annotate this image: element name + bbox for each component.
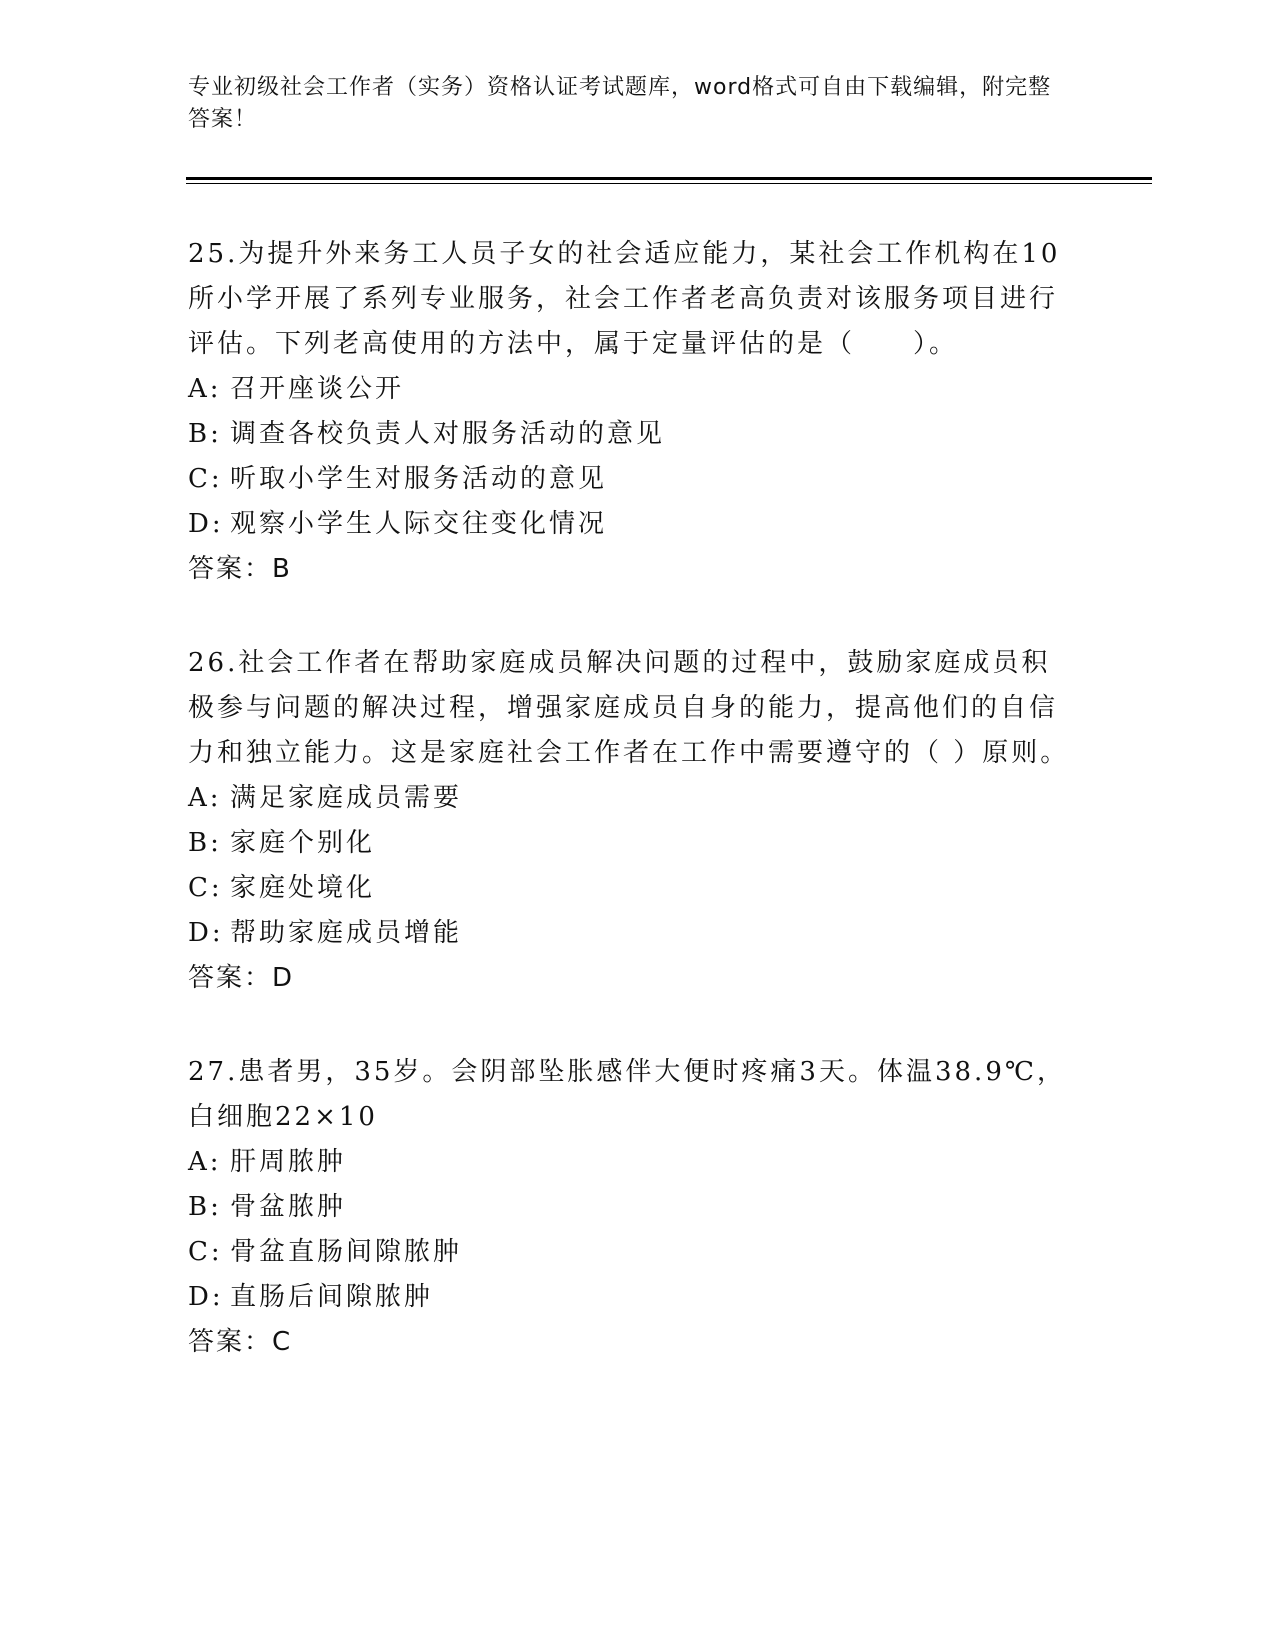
- option-text: 直肠后间隙脓肿: [230, 1282, 434, 1312]
- question-26: [188, 641, 1078, 1001]
- option-c: [188, 1230, 1078, 1275]
- option-letter: A:: [188, 1147, 222, 1177]
- option-text: 骨盆脓肿: [230, 1192, 347, 1222]
- option-letter: C:: [188, 464, 223, 494]
- option-b: [188, 1185, 1078, 1230]
- option-b: [188, 821, 1078, 866]
- option-letter: C:: [188, 1237, 223, 1267]
- option-text: 帮助家庭成员增能: [230, 918, 463, 948]
- option-text: 骨盆直肠间隙脓肿: [230, 1237, 463, 1267]
- option-text: 满足家庭成员需要: [230, 783, 463, 813]
- option-d: [188, 911, 1078, 956]
- option-text: 观察小学生人际交往变化情况: [230, 509, 608, 539]
- option-text: 肝周脓肿: [230, 1147, 347, 1177]
- option-text: 听取小学生对服务活动的意见: [230, 464, 608, 494]
- answer: 答案：B: [188, 554, 292, 584]
- option-letter: A:: [188, 374, 222, 404]
- option-c: [188, 866, 1078, 911]
- option-text: 家庭个别化: [230, 828, 376, 858]
- question-stem: 26.社会工作者在帮助家庭成员解决问题的过程中，鼓励家庭成员积极参与问题的解决过程，增强家庭成员自身的能力，提高他们的自信力和独立能力。这是家庭社会工作者在工作中需要遵守的（ ）原则。: [188, 648, 1070, 768]
- header-divider-thin: [186, 183, 1152, 184]
- question-stem: 25.为提升外来务工人员子女的社会适应能力，某社会工作机构在10所小学开展了系列专业服务，社会工作者老高负责对该服务项目进行评估。下列老高使用的方法中，属于定量评估的是（ ）。: [188, 239, 1061, 359]
- option-c: [188, 457, 1078, 502]
- option-letter: B:: [188, 1192, 222, 1222]
- option-d: [188, 1275, 1078, 1320]
- option-d: [188, 502, 1078, 547]
- answer: 答案：D: [188, 963, 295, 993]
- option-letter: D:: [188, 509, 224, 539]
- option-letter: D:: [188, 918, 224, 948]
- option-text: 家庭处境化: [230, 873, 376, 903]
- option-text: 调查各校负责人对服务活动的意见: [230, 419, 666, 449]
- option-letter: C:: [188, 873, 223, 903]
- option-a: [188, 1140, 1078, 1185]
- option-a: [188, 367, 1078, 412]
- option-text: 召开座谈公开: [230, 374, 405, 404]
- option-letter: A:: [188, 783, 222, 813]
- question-stem: 27.患者男，35岁。会阴部坠胀感伴大便时疼痛3天。体温38.9℃，白细胞22×10: [188, 1057, 1066, 1132]
- answer: 答案：C: [188, 1327, 293, 1357]
- option-letter: B:: [188, 828, 222, 858]
- option-letter: D:: [188, 1282, 224, 1312]
- option-letter: B:: [188, 419, 222, 449]
- document-header: 专业初级社会工作者（实务）资格认证考试题库，word格式可自由下载编辑，附完整答案！: [188, 75, 1052, 132]
- question-25: [188, 232, 1078, 592]
- header-divider-thick: [186, 177, 1152, 180]
- option-b: [188, 412, 1078, 457]
- question-27: [188, 1050, 1078, 1365]
- option-a: [188, 776, 1078, 821]
